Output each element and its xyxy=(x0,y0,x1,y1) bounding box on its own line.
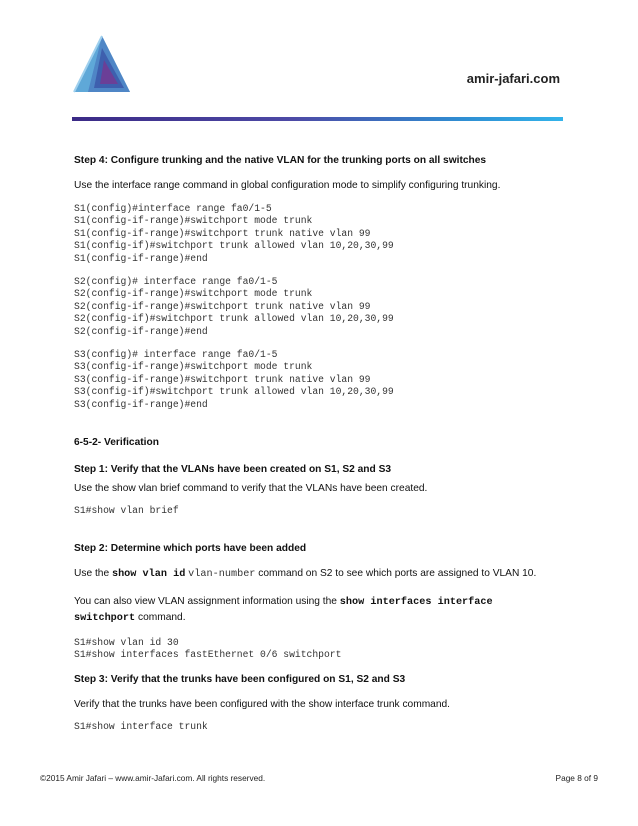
vstep2-text2-suffix: command. xyxy=(135,611,186,623)
code-line: S2(config-if)#switchport trunk allowed vlan 10,20,30,99 xyxy=(74,313,394,325)
code-block-s2 xyxy=(74,276,569,338)
vstep2-text2-prefix: You can also view VLAN assignment information using the xyxy=(74,595,340,607)
verification-heading: 6-5-2- Verification xyxy=(74,437,159,449)
vstep2-command2-line2: switchport xyxy=(74,612,136,624)
code-line: S2(config)# interface range fa0/1-5 xyxy=(74,276,278,288)
footer-page-number: Page 8 of 9 xyxy=(555,773,598,783)
step4-text: Use the interface range command in global configuration mode to simplify configuring trunking. xyxy=(74,180,501,191)
vstep3-text: Verify that the trunks have been configured with the show interface trunk command. xyxy=(74,699,451,711)
vstep2-text-prefix: Use the xyxy=(74,567,112,579)
vstep3-heading: Step 3: Verify that the trunks have been configured on S1, S2 and S3 xyxy=(74,674,406,686)
code-line: S2(config-if-range)#end xyxy=(74,325,208,337)
code-block-s1 xyxy=(74,203,569,265)
code-line: S1(config-if)#switchport trunk allowed vlan 10,20,30,99 xyxy=(74,240,394,252)
code-line: S3(config-if-range)#switchport mode trunk xyxy=(74,361,313,373)
vstep2-text2 xyxy=(74,594,569,626)
code-line: S3(config-if-range)#end xyxy=(74,398,208,410)
code-line: S2(config-if-range)#switchport trunk native vlan 99 xyxy=(74,300,371,312)
header-divider xyxy=(72,117,563,121)
vstep2-code xyxy=(74,637,569,662)
page-content xyxy=(74,150,569,734)
code-line: S1#show interfaces fastEthernet 0/6 switchport xyxy=(74,648,342,660)
vstep1-heading: Step 1: Verify that the VLANs have been created on S1, S2 and S3 xyxy=(74,464,392,476)
vstep2-heading: Step 2: Determine which ports have been added xyxy=(74,542,307,554)
code-line: S3(config-if)#switchport trunk allowed vlan 10,20,30,99 xyxy=(74,386,394,398)
code-line: S2(config-if-range)#switchport mode trunk xyxy=(74,288,313,300)
logo-icon xyxy=(68,34,138,98)
code-line: S1(config-if-range)#switchport trunk native vlan 99 xyxy=(74,227,371,239)
code-line: S3(config)# interface range fa0/1-5 xyxy=(74,349,278,361)
code-line: S1(config-if-range)#switchport mode trunk xyxy=(74,215,313,227)
code-line: S1(config)#interface range fa0/1-5 xyxy=(74,203,272,214)
vstep3-code: S1#show interface trunk xyxy=(74,721,208,733)
footer-copyright: ©2015 Amir Jafari – www.amir-Jafari.com. All rights reserved. xyxy=(40,773,266,783)
code-line: S3(config-if-range)#switchport trunk native vlan 99 xyxy=(74,373,371,385)
code-line: S1(config-if-range)#end xyxy=(74,252,208,264)
vstep2-command2-line1: show interfaces interface xyxy=(339,596,493,608)
site-name: amir-jafari.com xyxy=(466,71,560,86)
vstep1-text: Use the show vlan brief command to verify that the VLANs have been created. xyxy=(74,483,428,495)
vstep2-text xyxy=(74,567,569,582)
code-block-s3 xyxy=(74,349,569,411)
vstep2-parameter: vlan-number xyxy=(188,568,256,580)
code-line: S1#show vlan id 30 xyxy=(74,636,179,648)
vstep1-code: S1#show vlan brief xyxy=(74,505,179,517)
vstep2-command: show vlan id xyxy=(111,568,186,580)
vstep2-text-suffix: command on S2 to see which ports are assigned to VLAN 10. xyxy=(255,567,537,579)
step4-heading: Step 4: Configure trunking and the native VLAN for the trunking ports on all switches xyxy=(74,155,487,166)
